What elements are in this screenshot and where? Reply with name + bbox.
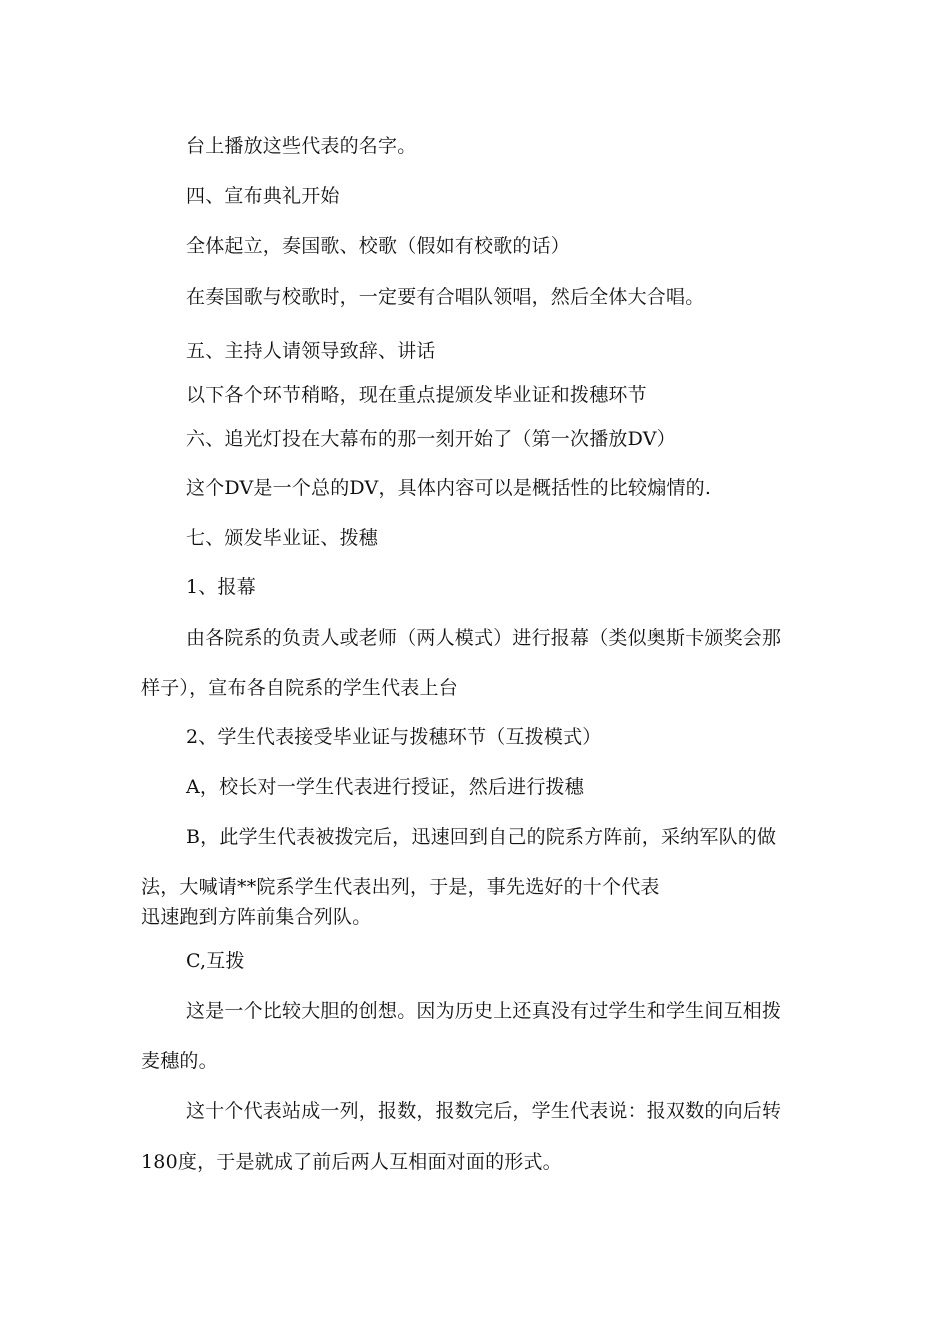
paragraph-line: 180度，于是就成了前后两人互相面对面的形式。 xyxy=(141,1151,562,1173)
paragraph-line: 样子），宣布各自院系的学生代表上台 xyxy=(141,677,458,699)
section-heading-4: 四、宣布典礼开始 xyxy=(186,185,340,207)
section-heading-5: 五、主持人请领导致辞、讲话 xyxy=(186,340,436,362)
section-heading-6: 六、追光灯投在大幕布的那一刻开始了（第一次播放DV） xyxy=(186,428,676,450)
paragraph-line: 台上播放这些代表的名字。 xyxy=(186,135,417,157)
section-heading-7: 七、颁发毕业证、拨穗 xyxy=(186,527,379,549)
paragraph-line: 这是一个比较大胆的创想。因为历史上还真没有过学生和学生间互相拨 xyxy=(186,1000,782,1022)
paragraph-line: 全体起立，奏国歌、校歌（假如有校歌的话） xyxy=(186,235,571,257)
subsection-heading-1: 1、报幕 xyxy=(186,576,256,598)
paragraph-line: B，此学生代表被拨完后，迅速回到自己的院系方阵前，采纳军队的做 xyxy=(186,826,777,848)
paragraph-line: 在奏国歌与校歌时，一定要有合唱队领唱，然后全体大合唱。 xyxy=(186,286,705,308)
subsection-heading-2: 2、学生代表接受毕业证与拨穗环节（互拨模式） xyxy=(186,726,602,748)
paragraph-line: 这个DV是一个总的DV，具体内容可以是概括性的比较煽情的. xyxy=(186,477,712,499)
paragraph-line: 迅速跑到方阵前集合列队。 xyxy=(141,906,372,928)
subsection-heading-c: C,互拨 xyxy=(186,950,245,972)
paragraph-line: 由各院系的负责人或老师（两人模式）进行报幕（类似奥斯卡颁奖会那 xyxy=(186,627,782,649)
paragraph-line: A，校长对一学生代表进行授证，然后进行拨穗 xyxy=(186,776,584,798)
paragraph-line: 麦穗的。 xyxy=(141,1050,218,1072)
paragraph-line: 以下各个环节稍略，现在重点提颁发毕业证和拨穗环节 xyxy=(186,384,647,406)
paragraph-line: 法，大喊请**院系学生代表出列，于是，事先选好的十个代表 xyxy=(141,876,660,898)
paragraph-line: 这十个代表站成一列，报数，报数完后，学生代表说：报双数的向后转 xyxy=(186,1100,782,1122)
